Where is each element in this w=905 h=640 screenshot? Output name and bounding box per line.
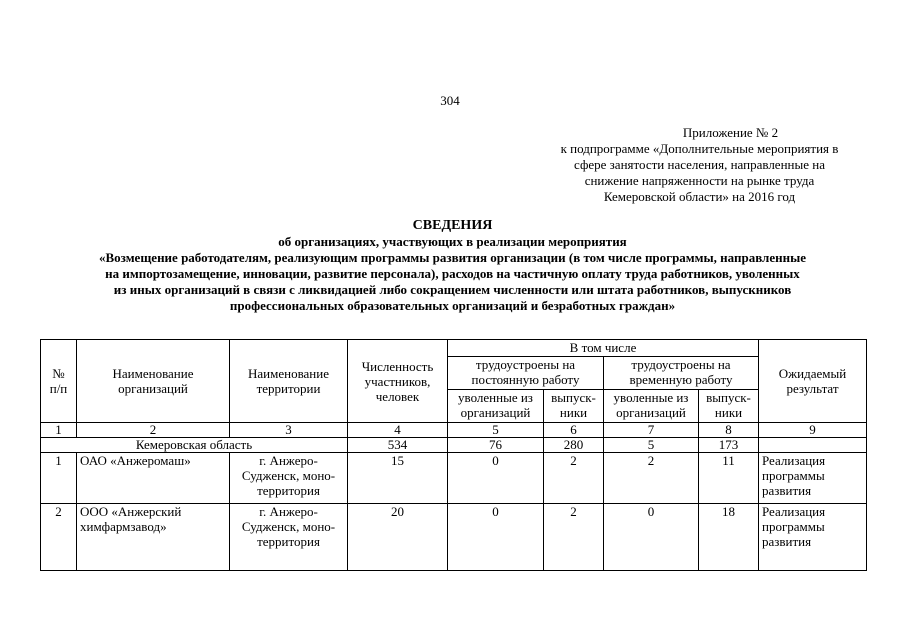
appendix-line: Кемеровской области» на 2016 год	[603, 189, 796, 204]
header-text: организаций	[118, 381, 188, 396]
table-row	[41, 504, 867, 571]
column-number: 4	[348, 423, 448, 438]
header-text: организаций	[460, 405, 531, 420]
header-text: Численность	[361, 358, 434, 374]
header-text: участников,	[364, 373, 431, 389]
title-line: профессиональных образовательных организаций и безработных граждан»	[229, 298, 676, 313]
row-perm-dismissed: 0	[448, 453, 544, 504]
header-text: Ожидаемый	[778, 366, 847, 381]
header-text: №	[52, 366, 65, 381]
header-text: уволенные из	[458, 390, 533, 405]
column-number: 6	[544, 423, 604, 438]
column-number: 7	[604, 423, 699, 438]
appendix-heading	[522, 125, 877, 205]
organizations-table	[40, 339, 867, 571]
header-perm-graduates	[544, 390, 604, 423]
org-name: ООО «Анжерский	[80, 504, 182, 519]
territory-text: Судженск, моно-	[241, 468, 336, 483]
header-temporary	[604, 357, 759, 390]
region-participants: 534	[348, 438, 448, 453]
header-text: территории	[256, 381, 321, 396]
header-participants	[348, 340, 448, 423]
column-number: 2	[77, 423, 230, 438]
result-text: развития	[762, 483, 812, 498]
region-result	[759, 438, 867, 453]
row-org	[77, 453, 230, 504]
row-temp-graduates: 18	[699, 504, 759, 571]
org-name: ОАО «Анжеромаш»	[80, 453, 191, 468]
header-permanent	[448, 357, 604, 390]
result-text: программы	[762, 519, 825, 534]
territory-text: территория	[257, 483, 320, 498]
result-text: программы	[762, 468, 825, 483]
row-participants: 15	[348, 453, 448, 504]
appendix-line: к подпрограмме «Дополнительные мероприятия в	[560, 141, 839, 156]
column-number: 1	[41, 423, 77, 438]
header-num	[41, 340, 77, 423]
row-perm-graduates: 2	[544, 453, 604, 504]
territory-text: Судженск, моно-	[241, 519, 336, 534]
row-temp-dismissed: 2	[604, 453, 699, 504]
org-name: химфармзавод»	[80, 519, 167, 534]
row-temp-dismissed: 0	[604, 504, 699, 571]
column-number-row	[41, 423, 867, 438]
result-text: развития	[762, 534, 812, 549]
header-territory	[230, 340, 348, 423]
result-text: Реализация	[762, 504, 826, 519]
header-text: ники	[714, 405, 743, 420]
territory-text: г. Анжеро-	[259, 504, 318, 519]
region-perm-graduates: 280	[544, 438, 604, 453]
column-number: 5	[448, 423, 544, 438]
row-temp-graduates: 11	[699, 453, 759, 504]
header-text: постоянную работу	[471, 372, 580, 387]
header-text: уволенные из	[613, 390, 689, 405]
row-result	[759, 504, 867, 571]
header-text: Наименование	[248, 366, 329, 381]
header-text: трудоустроены на	[631, 357, 731, 372]
region-name: Кемеровская область	[41, 438, 348, 453]
header-text: п/п	[49, 381, 68, 396]
header-text: трудоустроены на	[475, 357, 576, 372]
appendix-line: сфере занятости населения, направленные на	[574, 157, 825, 172]
row-num: 2	[41, 504, 77, 571]
header-temp-dismissed	[604, 390, 699, 423]
header-including: В том числе	[448, 340, 759, 357]
header-text: результат	[786, 381, 839, 396]
appendix-line: снижение напряженности на рынке труда	[584, 173, 815, 188]
territory-text: территория	[257, 534, 320, 549]
title-main: СВЕДЕНИЯ	[412, 218, 493, 233]
row-territory	[230, 504, 348, 571]
header-perm-dismissed	[448, 390, 544, 423]
row-org	[77, 504, 230, 571]
header-text: ники	[559, 405, 588, 420]
page-number: 304	[440, 93, 460, 108]
column-number: 9	[759, 423, 867, 438]
header-text: выпуск-	[706, 390, 751, 405]
header-text: человек	[375, 388, 420, 404]
column-number: 8	[699, 423, 759, 438]
header-org	[77, 340, 230, 423]
row-perm-dismissed: 0	[448, 504, 544, 571]
header-row	[41, 340, 867, 357]
appendix-line: Приложение № 2	[682, 125, 779, 140]
header-temp-graduates	[699, 390, 759, 423]
header-expected	[759, 340, 867, 423]
column-number: 3	[230, 423, 348, 438]
region-total-row	[41, 438, 867, 453]
row-num: 1	[41, 453, 77, 504]
result-text: Реализация	[762, 453, 826, 468]
title-line: из иных организаций в связи с ликвидацией либо сокращением численности или штата работников, выпускников	[113, 282, 792, 297]
header-text: организаций	[616, 405, 686, 420]
row-result	[759, 453, 867, 504]
header-text: Наименование	[112, 366, 194, 381]
document-title	[20, 218, 885, 314]
region-temp-graduates: 173	[699, 438, 759, 453]
header-text: временную работу	[629, 372, 733, 387]
row-participants: 20	[348, 504, 448, 571]
title-line: об организациях, участвующих в реализации мероприятия	[278, 234, 627, 249]
territory-text: г. Анжеро-	[259, 453, 318, 468]
region-temp-dismissed: 5	[604, 438, 699, 453]
region-perm-dismissed: 76	[448, 438, 544, 453]
row-perm-graduates: 2	[544, 504, 604, 571]
row-territory	[230, 453, 348, 504]
title-line: на импортозамещение, инновации, развитие персонала), расходов на частичную оплату труда работников, уволенных	[105, 266, 800, 281]
title-line: «Возмещение работодателям, реализующим программы развития организации (в том числе программы, направленные	[98, 250, 807, 265]
table-row	[41, 453, 867, 504]
header-text: выпуск-	[551, 390, 596, 405]
